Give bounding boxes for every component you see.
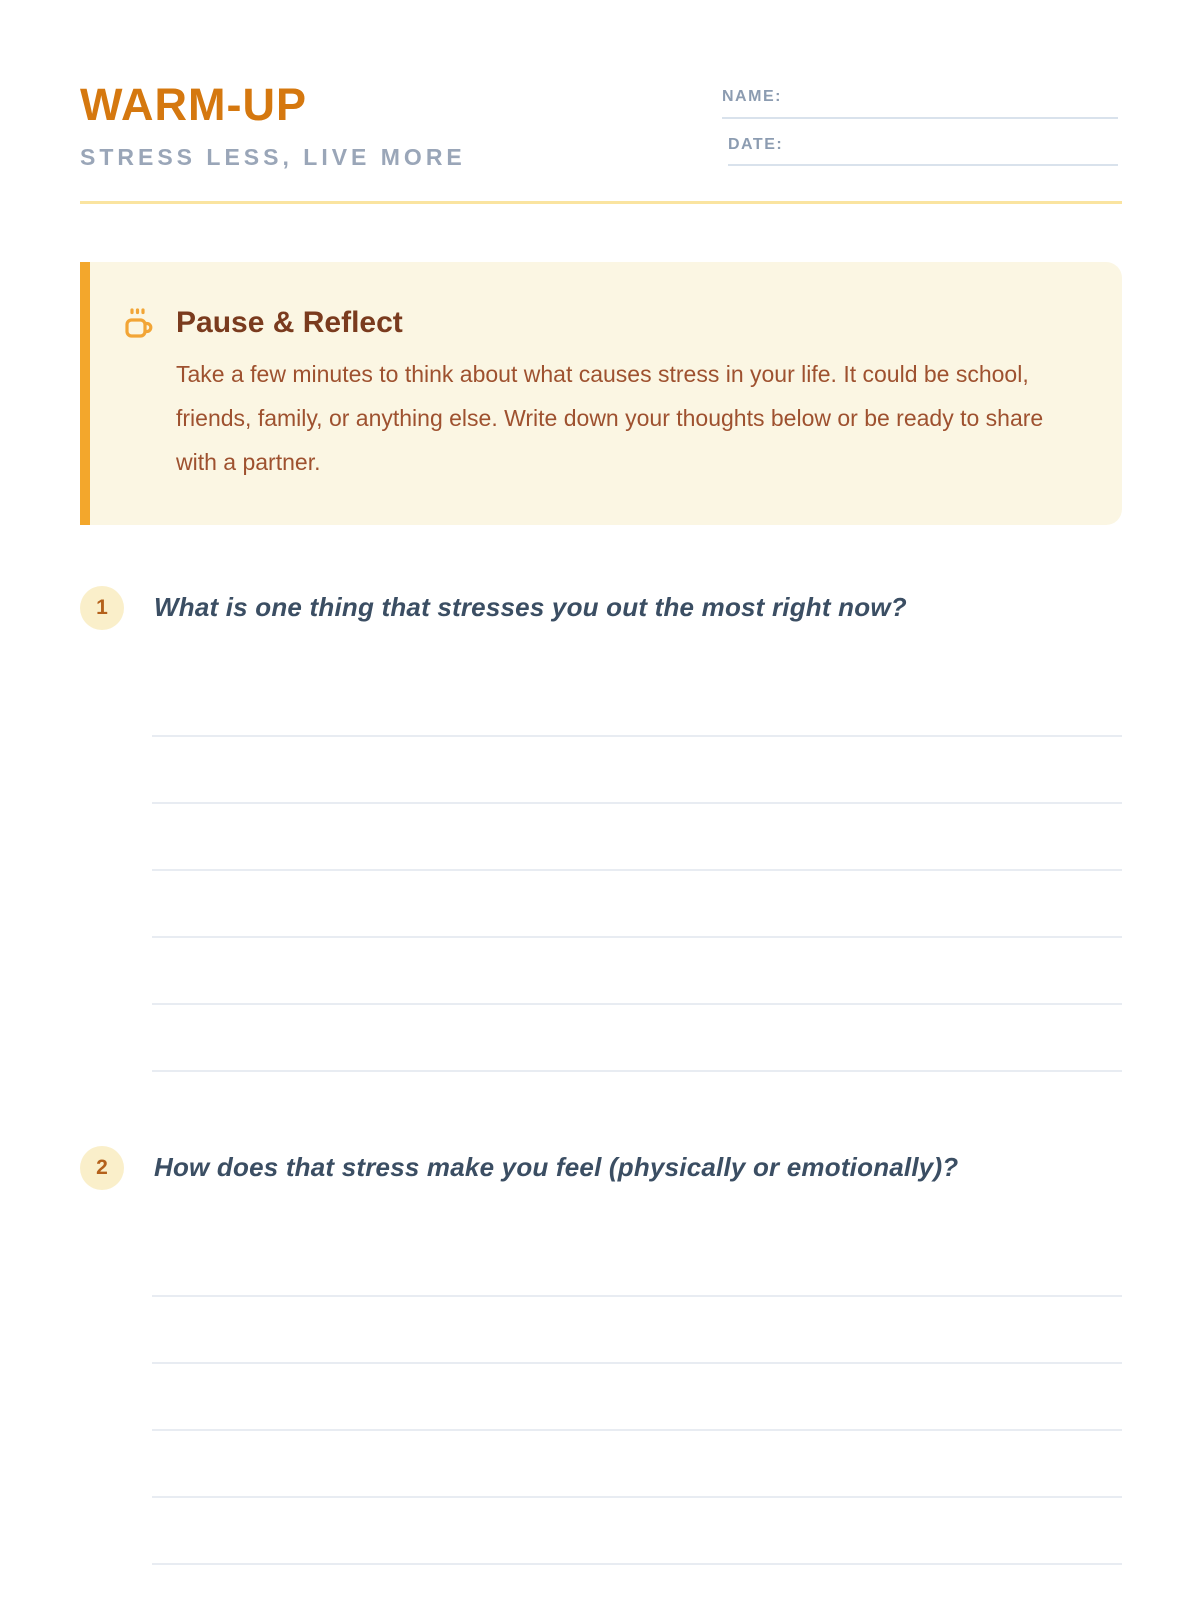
writing-line[interactable] [152, 737, 1122, 804]
pause-reflect-callout [80, 262, 1122, 525]
writing-line[interactable] [152, 1297, 1122, 1364]
writing-line[interactable] [152, 804, 1122, 871]
question-1-number-badge: 1 [80, 586, 124, 630]
date-field[interactable] [728, 136, 1118, 166]
question-2-number-badge: 2 [80, 1146, 124, 1190]
writing-line[interactable] [152, 938, 1122, 1005]
coffee-mug-icon [122, 306, 154, 346]
question-1 [80, 586, 1122, 1072]
writing-line[interactable] [152, 871, 1122, 938]
writing-line[interactable] [152, 1364, 1122, 1431]
question-1-text: What is one thing that stresses you out the most right now? [154, 592, 907, 623]
callout-title: Pause & Reflect [176, 306, 403, 339]
callout-body: Take a few minutes to think about what causes stress in your life. It could be school, friends, family, or anything else. Write down your thoughts below or be ready to share with a partner. [176, 361, 1044, 475]
name-label: NAME: [722, 88, 782, 105]
page-title: WARM-UP [80, 79, 307, 130]
writing-line[interactable] [152, 1498, 1122, 1565]
question-2-row [80, 1146, 1122, 1190]
question-2-text: How does that stress make you feel (physically or emotionally)? [154, 1152, 959, 1183]
writing-line[interactable] [152, 1230, 1122, 1297]
question-1-row [80, 586, 1122, 630]
date-label: DATE: [728, 136, 784, 153]
question-1-answer-area[interactable] [152, 670, 1122, 1072]
writing-line[interactable] [152, 670, 1122, 737]
page-subtitle: STRESS LESS, LIVE MORE [80, 144, 466, 170]
header-divider [80, 201, 1122, 204]
question-2-answer-area[interactable] [152, 1230, 1122, 1565]
writing-line[interactable] [152, 1005, 1122, 1072]
name-field[interactable] [722, 88, 1118, 119]
question-2 [80, 1146, 1122, 1565]
writing-line[interactable] [152, 1431, 1122, 1498]
